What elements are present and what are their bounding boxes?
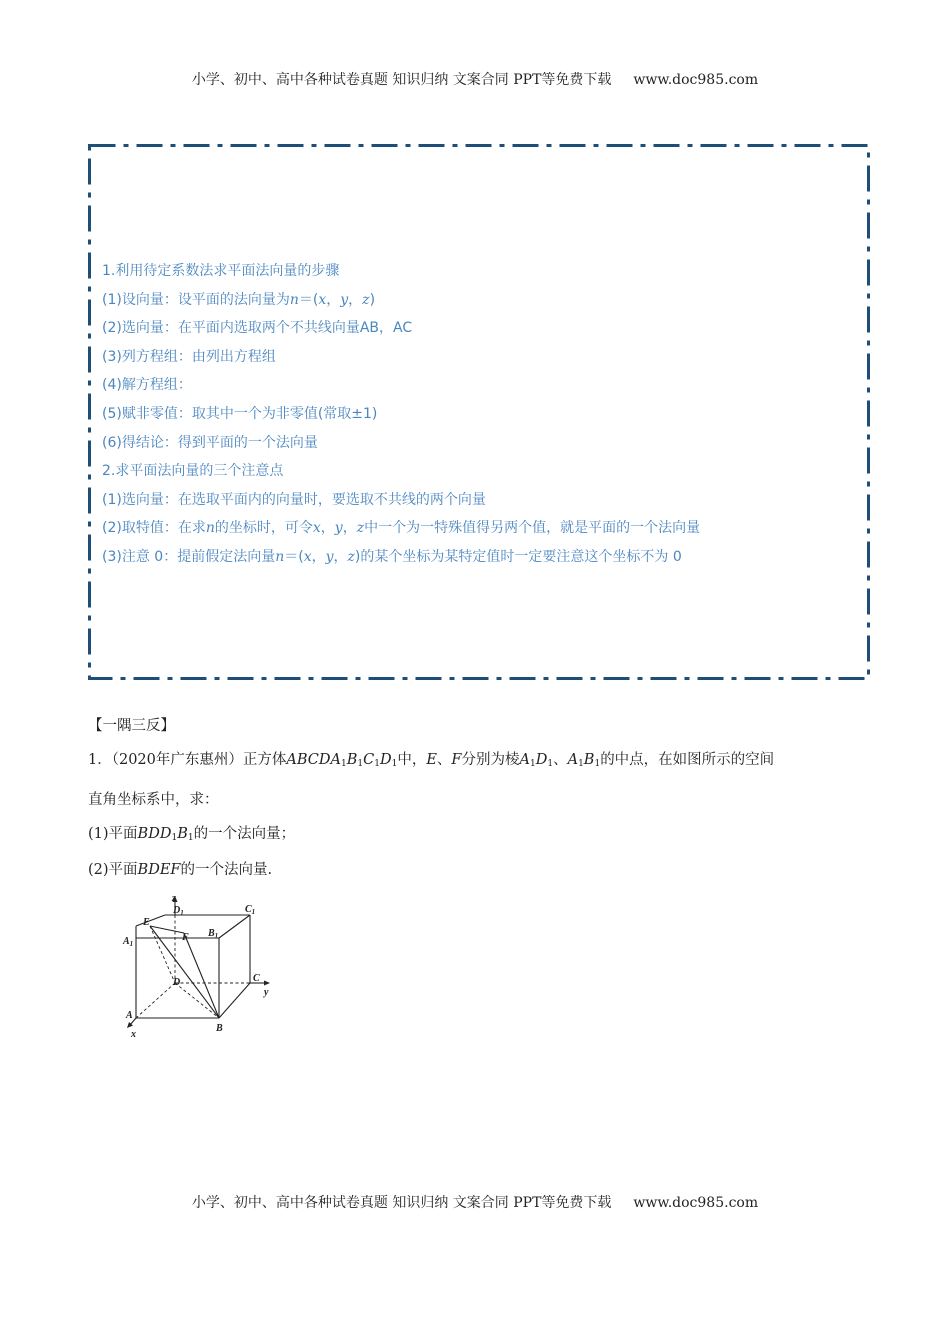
tips-box xyxy=(88,144,870,680)
tips-line: (2)选向量：在平面内选取两个不共线向量AB，AC xyxy=(102,320,413,337)
question-1: (1)平面$BDD_1B_1$的一个法向量； xyxy=(88,826,296,843)
label-z: z xyxy=(172,893,176,904)
section-title: 【一隅三反】 xyxy=(88,718,175,734)
problem-statement: 1．（2020年广东惠州）正方体$ABCDA_1B_1C_1D_1$中，E、F分别为棱$A_1D_1$、$A_1B_1$的中点，在如图所示的空间 xyxy=(88,752,775,769)
tips-line: (6)得结论：得到平面的一个法向量 xyxy=(102,434,318,451)
header-text: 小学、初中、高中各种试卷真题 知识归纳 文案合同 PPT等免费下载 xyxy=(191,72,612,88)
label-y: y xyxy=(264,987,269,998)
label-x: x xyxy=(131,1029,136,1040)
label-c: C xyxy=(253,973,260,984)
header-url: www.doc985.com xyxy=(633,72,759,88)
footer-url: www.doc985.com xyxy=(633,1195,759,1211)
cube-edges xyxy=(130,900,266,1025)
label-f: F xyxy=(182,932,189,943)
y-arrow xyxy=(264,981,270,986)
cube-figure xyxy=(118,888,288,1043)
footer-text: 小学、初中、高中各种试卷真题 知识归纳 文案合同 PPT等免费下载 xyxy=(191,1195,612,1211)
tips-text xyxy=(102,257,700,572)
tips-line: 1.利用待定系数法求平面法向量的步骤 xyxy=(102,263,340,279)
page-footer xyxy=(0,1192,950,1212)
tips-line: (3)列方程组：由列出方程组 xyxy=(102,348,276,365)
label-b1: $B_1$ xyxy=(208,928,219,940)
label-a1: $A_1$ xyxy=(123,936,134,948)
label-b: B xyxy=(216,1023,223,1034)
label-e: E xyxy=(143,917,150,928)
label-c1: $C_1$ xyxy=(245,904,256,916)
tips-line: (2)取特值：在求n的坐标时，可令x，y，z中一个为一特殊值得另两个值，就是平面的一个法向量 xyxy=(102,520,701,537)
problem-line2: 直角坐标系中，求： xyxy=(88,792,219,808)
tips-line: (3)注意 0：提前假定法向量n＝(x，y，z)的某个坐标为某特定值时一定要注意这个坐标不为 0 xyxy=(102,548,682,565)
tips-line: (5)赋非零值：取其中一个为非零值(常取±1) xyxy=(102,405,378,422)
tips-line: (1)设向量：设平面的法向量为n＝(x，y，z) xyxy=(102,291,376,308)
page-header xyxy=(0,69,950,89)
label-d1: $D_1$ xyxy=(173,905,184,917)
tips-line: 2.求平面法向量的三个注意点 xyxy=(102,463,284,480)
tips-line: (1)选向量：在选取平面内的向量时，要选取不共线的两个向量 xyxy=(102,491,486,508)
question-2: (2)平面BDEF的一个法向量. xyxy=(88,862,273,878)
label-d: D xyxy=(173,977,181,988)
tips-line: (4)解方程组： xyxy=(102,377,192,394)
label-a: A xyxy=(126,1010,133,1021)
